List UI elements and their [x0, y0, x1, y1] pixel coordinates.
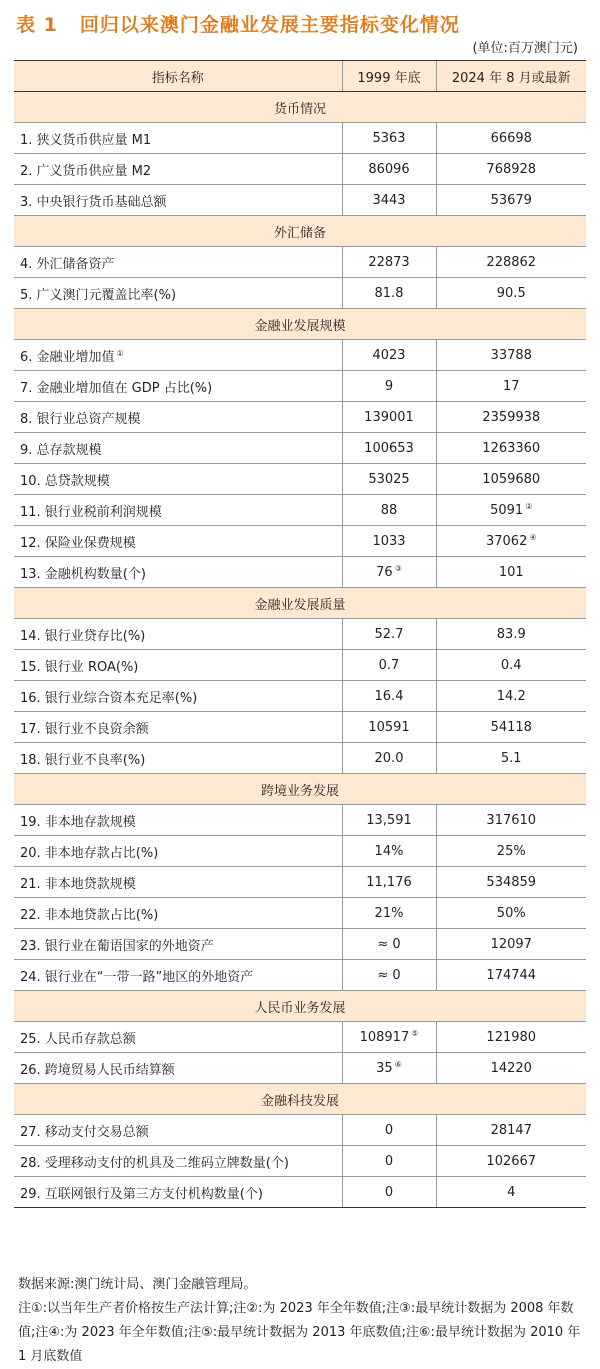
value-2024-cell — [436, 1177, 586, 1208]
value-2024-cell — [436, 743, 586, 774]
value-1999-cell — [342, 247, 436, 278]
value-2024-cell — [436, 929, 586, 960]
value-1999-cell — [342, 619, 436, 650]
indicator-name-cell — [14, 1146, 342, 1177]
indicator-name-cell — [14, 650, 342, 681]
value-2024-cell-text: 12097 — [490, 936, 532, 952]
value-2024-cell-text: 17 — [502, 378, 520, 394]
value-1999-cell-text: 0 — [384, 1184, 394, 1200]
indicator-name-cell — [14, 278, 342, 309]
value-2024-cell-text: 0.4 — [500, 657, 522, 673]
value-2024-cell — [436, 619, 586, 650]
value-1999-cell-text: 0 — [384, 1153, 394, 1169]
value-2024-cell — [436, 557, 586, 588]
table-row — [14, 681, 586, 712]
indicator-name-cell — [14, 154, 342, 185]
indicator-name-cell-text: 25. 人民币存款总额 — [20, 1031, 136, 1047]
table-row — [14, 960, 586, 991]
section-title: 人民币业务发展 — [14, 991, 586, 1022]
table-title — [16, 10, 460, 37]
value-1999-cell — [342, 154, 436, 185]
value-1999-cell — [342, 681, 436, 712]
value-1999-cell — [342, 898, 436, 929]
value-1999-cell-text: 21% — [374, 905, 404, 921]
table-row — [14, 1146, 586, 1177]
indicator-name-cell — [14, 247, 342, 278]
value-1999-cell — [342, 495, 436, 526]
section-header-row — [14, 92, 586, 123]
value-1999-cell-text: 88 — [380, 502, 398, 518]
value-2024-cell-text: 5091 — [490, 502, 524, 518]
table-row — [14, 867, 586, 898]
value-1999-cell — [342, 867, 436, 898]
value-2024-cell — [436, 712, 586, 743]
indicator-table — [14, 60, 586, 1208]
value-1999-cell — [342, 1146, 436, 1177]
indicator-name-cell — [14, 836, 342, 867]
value-1999-cell — [342, 526, 436, 557]
value-1999-cell — [342, 929, 436, 960]
indicator-name-cell — [14, 1053, 342, 1084]
indicator-name-cell-text: 23. 银行业在葡语国家的外地资产 — [20, 938, 214, 954]
table-row — [14, 1022, 586, 1053]
column-header-2024: 2024 年 8 月或最新 — [436, 61, 586, 92]
value-1999-cell — [342, 1115, 436, 1146]
value-1999-cell — [342, 836, 436, 867]
indicator-name-cell-text: 22. 非本地贷款占比(%) — [20, 907, 159, 923]
indicator-name-cell — [14, 495, 342, 526]
table-row — [14, 247, 586, 278]
indicator-name-cell-text: 21. 非本地贷款规模 — [20, 876, 136, 892]
table-row — [14, 557, 586, 588]
table-row — [14, 433, 586, 464]
section-header-row — [14, 216, 586, 247]
value-1999-cell-text: 108917 — [359, 1029, 410, 1045]
value-1999-cell — [342, 1022, 436, 1053]
table-row — [14, 743, 586, 774]
value-2024-cell-text: 37062 — [485, 533, 528, 549]
value-1999-cell — [342, 557, 436, 588]
table-row — [14, 495, 586, 526]
value-1999-cell-text: 11,176 — [366, 874, 412, 890]
indicator-name-cell — [14, 433, 342, 464]
value-1999-cell — [342, 123, 436, 154]
value-2024-cell — [436, 1115, 586, 1146]
table-header-row — [14, 61, 586, 92]
value-2024-cell-text: 102667 — [486, 1153, 537, 1169]
value-2024-cell — [436, 1146, 586, 1177]
table-row — [14, 898, 586, 929]
value-2024-cell-text: 228862 — [486, 254, 537, 270]
column-header-indicator: 指标名称 — [14, 61, 342, 92]
value-2024-cell-text: 83.9 — [496, 626, 526, 642]
indicator-name-cell-text: 19. 非本地存款规模 — [20, 814, 136, 830]
table-row — [14, 123, 586, 154]
table-row — [14, 1053, 586, 1084]
table-row — [14, 929, 586, 960]
indicator-name-cell — [14, 340, 342, 371]
value-2024-cell — [436, 185, 586, 216]
indicator-name-cell-text: 12. 保险业保费规模 — [20, 535, 136, 551]
indicator-name-cell — [14, 123, 342, 154]
indicator-name-cell-text: 27. 移动支付交易总额 — [20, 1124, 149, 1140]
value-2024-cell-text: 54118 — [490, 719, 532, 735]
table-row — [14, 185, 586, 216]
value-1999-cell-text: 100653 — [364, 440, 414, 456]
indicator-name-cell-text: 6. 金融业增加值 — [20, 349, 115, 365]
footnote-marker: ② — [525, 501, 533, 511]
value-2024-cell — [436, 278, 586, 309]
indicator-name-cell-text: 9. 总存款规模 — [20, 442, 102, 458]
indicator-name-cell — [14, 929, 342, 960]
indicator-name-cell-text: 4. 外汇储备资产 — [20, 256, 115, 272]
indicator-name-cell-text: 13. 金融机构数量(个) — [20, 566, 146, 582]
table-row — [14, 464, 586, 495]
value-1999-cell-text: 3443 — [372, 192, 406, 208]
indicator-name-cell-text: 8. 银行业总资产规模 — [20, 411, 141, 427]
footnote-marker: ⑤ — [411, 1028, 419, 1038]
value-2024-cell-text: 317610 — [486, 812, 537, 828]
value-1999-cell-text: 16.4 — [374, 688, 404, 704]
value-2024-cell-text: 50% — [496, 905, 526, 921]
table-row — [14, 402, 586, 433]
table-row — [14, 619, 586, 650]
value-1999-cell-text: 9 — [384, 378, 394, 394]
table-row — [14, 805, 586, 836]
table-row — [14, 712, 586, 743]
value-1999-cell-text: 53025 — [368, 471, 410, 487]
value-2024-cell-text: 66698 — [490, 130, 532, 146]
value-2024-cell — [436, 867, 586, 898]
indicator-name-cell-text: 16. 银行业综合资本充足率(%) — [20, 690, 198, 706]
indicator-name-cell — [14, 371, 342, 402]
value-2024-cell-text: 121980 — [486, 1029, 537, 1045]
value-2024-cell-text: 768928 — [486, 161, 537, 177]
value-1999-cell-text: 10591 — [368, 719, 410, 735]
indicator-name-cell-text: 3. 中央银行货币基础总额 — [20, 194, 167, 210]
value-2024-cell-text: 14.2 — [496, 688, 526, 704]
value-2024-cell — [436, 836, 586, 867]
section-title: 金融科技发展 — [14, 1084, 586, 1115]
value-2024-cell — [436, 402, 586, 433]
section-title: 金融业发展规模 — [14, 309, 586, 340]
value-2024-cell — [436, 247, 586, 278]
indicator-name-cell — [14, 1022, 342, 1053]
value-2024-cell-text: 5.1 — [500, 750, 522, 766]
value-2024-cell — [436, 960, 586, 991]
value-1999-cell-text: 22873 — [368, 254, 410, 270]
section-header-row — [14, 991, 586, 1022]
table-title-text: 回归以来澳门金融业发展主要指标变化情况 — [79, 14, 460, 36]
value-2024-cell-text: 2359938 — [482, 409, 541, 425]
section-header-row — [14, 774, 586, 805]
value-1999-cell-text: 4023 — [372, 347, 406, 363]
indicator-name-cell — [14, 805, 342, 836]
indicator-name-cell-text: 11. 银行业税前利润规模 — [20, 504, 162, 520]
indicator-name-cell-text: 17. 银行业不良资余额 — [20, 721, 149, 737]
indicator-name-cell-text: 24. 银行业在“一带一路”地区的外地资产 — [20, 969, 254, 985]
value-2024-cell-text: 53679 — [490, 192, 532, 208]
indicator-name-cell-text: 7. 金融业增加值在 GDP 占比(%) — [20, 380, 213, 396]
value-1999-cell — [342, 402, 436, 433]
value-1999-cell — [342, 805, 436, 836]
value-1999-cell — [342, 1053, 436, 1084]
section-title: 跨境业务发展 — [14, 774, 586, 805]
value-1999-cell — [342, 185, 436, 216]
value-1999-cell — [342, 340, 436, 371]
indicator-name-cell — [14, 557, 342, 588]
table-row — [14, 526, 586, 557]
table-row — [14, 278, 586, 309]
table-number: 表 1 — [16, 14, 58, 36]
table-row — [14, 371, 586, 402]
footnote-marker: ④ — [529, 532, 537, 542]
value-2024-cell-text: 4 — [507, 1184, 516, 1200]
value-2024-cell-text: 33788 — [490, 347, 532, 363]
indicator-name-cell — [14, 867, 342, 898]
unit-label: (单位:百万澳门元) — [472, 41, 578, 56]
value-2024-cell — [436, 495, 586, 526]
indicator-name-cell-text: 18. 银行业不良率(%) — [20, 752, 146, 768]
table-row — [14, 1115, 586, 1146]
value-2024-cell-text: 1059680 — [482, 471, 541, 487]
value-1999-cell-text: 20.0 — [374, 750, 404, 766]
section-header-row — [14, 588, 586, 619]
value-1999-cell-text: 13,591 — [366, 812, 412, 828]
value-2024-cell — [436, 1022, 586, 1053]
table-row — [14, 1177, 586, 1208]
value-1999-cell-text: 139001 — [364, 409, 414, 425]
value-1999-cell-text: ≈ 0 — [377, 936, 401, 952]
indicator-name-cell — [14, 712, 342, 743]
section-header-row — [14, 309, 586, 340]
value-1999-cell-text: 52.7 — [374, 626, 404, 642]
value-2024-cell-text: 101 — [498, 564, 524, 580]
value-1999-cell-text: 0 — [384, 1122, 394, 1138]
value-2024-cell — [436, 1053, 586, 1084]
value-2024-cell — [436, 650, 586, 681]
indicator-name-cell — [14, 960, 342, 991]
value-1999-cell-text: 0.7 — [378, 657, 400, 673]
table-row — [14, 836, 586, 867]
section-title: 外汇储备 — [14, 216, 586, 247]
value-1999-cell-text: 86096 — [368, 161, 410, 177]
value-1999-cell — [342, 433, 436, 464]
table-row — [14, 340, 586, 371]
footnotes: 注①:以当年生产者价格按生产法计算;注②:为 2023 年全年数值;注③:最早统计数据为 2008 年数值;注④:为 2023 年全年数值;注⑤:最早统计数据为 2013 年底数值;注⑥:最早统计数据为 2010 年 1 月底数值 — [18, 1301, 581, 1364]
indicator-name-cell-text: 2. 广义货币供应量 M2 — [20, 163, 152, 179]
value-1999-cell-text: 81.8 — [374, 285, 404, 301]
indicator-name-cell-text: 26. 跨境贸易人民币结算额 — [20, 1062, 175, 1078]
value-2024-cell-text: 174744 — [486, 967, 537, 983]
indicator-name-cell-text: 29. 互联网银行及第三方支付机构数量(个) — [20, 1186, 263, 1202]
value-2024-cell-text: 534859 — [486, 874, 537, 890]
value-1999-cell — [342, 712, 436, 743]
section-title: 金融业发展质量 — [14, 588, 586, 619]
value-2024-cell-text: 90.5 — [496, 285, 526, 301]
notes — [18, 1273, 586, 1369]
value-2024-cell — [436, 340, 586, 371]
value-2024-cell — [436, 371, 586, 402]
indicator-name-cell — [14, 1177, 342, 1208]
table-row — [14, 650, 586, 681]
value-1999-cell-text: 14% — [374, 843, 404, 859]
indicator-name-cell — [14, 681, 342, 712]
section-title: 货币情况 — [14, 92, 586, 123]
value-1999-cell-text: 76 — [376, 564, 393, 580]
indicator-name-cell-text: 5. 广义澳门元覆盖比率(%) — [20, 287, 177, 303]
indicator-name-cell-text: 1. 狭义货币供应量 M1 — [20, 132, 152, 148]
indicator-name-cell-text: 15. 银行业 ROA(%) — [20, 659, 139, 675]
value-1999-cell-text: ≈ 0 — [377, 967, 401, 983]
indicator-name-cell-text: 10. 总贷款规模 — [20, 473, 110, 489]
footnote-marker: ⑥ — [394, 1059, 402, 1069]
indicator-name-cell — [14, 1115, 342, 1146]
value-2024-cell-text: 14220 — [490, 1060, 532, 1076]
footnote-marker: ③ — [394, 563, 402, 573]
indicator-name-cell-text: 28. 受理移动支付的机具及二维码立牌数量(个) — [20, 1155, 289, 1171]
value-1999-cell — [342, 464, 436, 495]
indicator-name-cell — [14, 743, 342, 774]
value-1999-cell — [342, 278, 436, 309]
value-2024-cell — [436, 433, 586, 464]
indicator-name-cell — [14, 185, 342, 216]
value-1999-cell — [342, 960, 436, 991]
value-2024-cell — [436, 898, 586, 929]
indicator-name-cell-text: 20. 非本地存款占比(%) — [20, 845, 159, 861]
indicator-name-cell — [14, 402, 342, 433]
value-2024-cell — [436, 805, 586, 836]
column-header-1999: 1999 年底 — [342, 61, 436, 92]
indicator-name-cell — [14, 619, 342, 650]
data-source-note: 数据来源:澳门统计局、澳门金融管理局。 — [18, 1277, 257, 1292]
section-header-row — [14, 1084, 586, 1115]
value-1999-cell — [342, 650, 436, 681]
value-2024-cell — [436, 464, 586, 495]
value-1999-cell-text: 35 — [376, 1060, 393, 1076]
table-row — [14, 154, 586, 185]
value-2024-cell — [436, 123, 586, 154]
value-1999-cell — [342, 743, 436, 774]
value-2024-cell-text: 25% — [496, 843, 526, 859]
indicator-name-cell — [14, 464, 342, 495]
value-2024-cell — [436, 154, 586, 185]
value-2024-cell-text: 1263360 — [482, 440, 541, 456]
value-1999-cell-text: 1033 — [372, 533, 406, 549]
value-1999-cell-text: 5363 — [372, 130, 406, 146]
value-1999-cell — [342, 371, 436, 402]
indicator-name-cell-text: 14. 银行业贷存比(%) — [20, 628, 146, 644]
indicator-name-cell — [14, 526, 342, 557]
value-2024-cell — [436, 681, 586, 712]
indicator-name-cell — [14, 898, 342, 929]
value-2024-cell — [436, 526, 586, 557]
value-1999-cell — [342, 1177, 436, 1208]
footnote-marker: ① — [116, 348, 124, 358]
value-2024-cell-text: 28147 — [490, 1122, 532, 1138]
